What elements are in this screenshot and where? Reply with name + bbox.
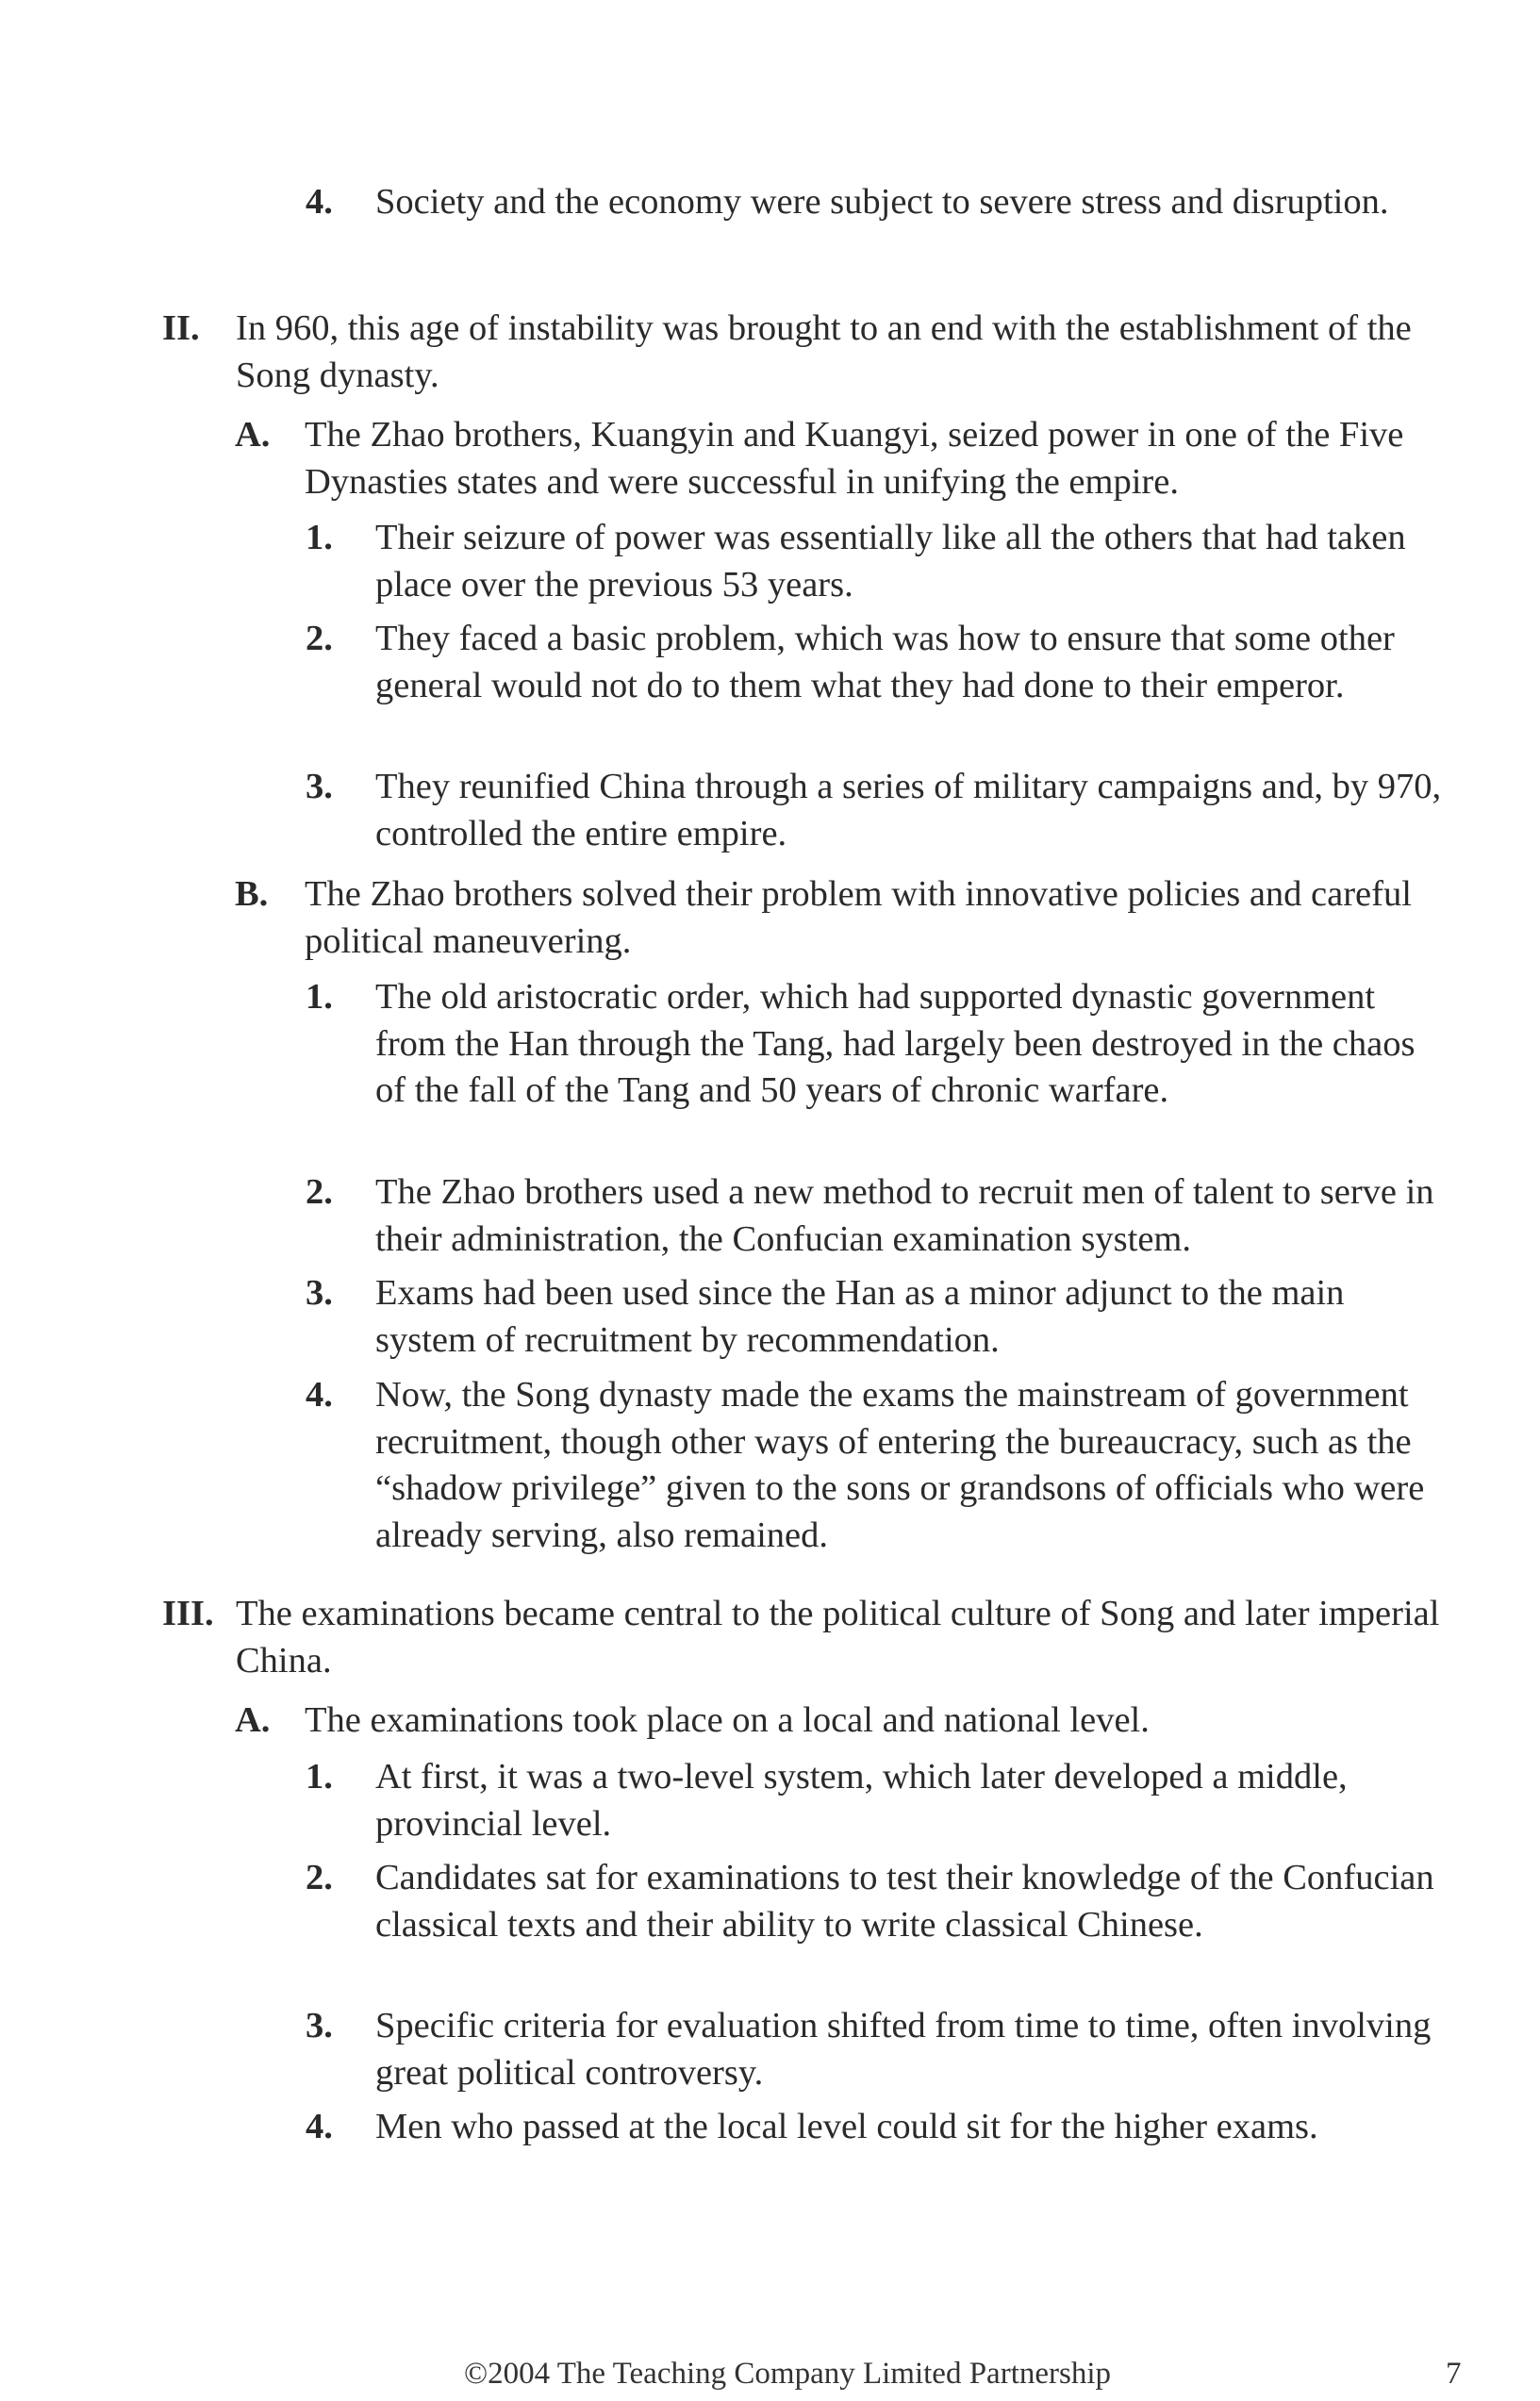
item-marker: 4. [306,182,333,222]
item-marker: 3. [306,2006,333,2045]
item-marker: 4. [306,1375,333,1415]
item-text: The Zhao brothers used a new method to recruit men of talent to serve in their administration, the Confucian examination system. [375,1172,1434,1259]
item-marker: 2. [306,1858,333,1897]
item-text: The old aristocratic order, which had supported dynastic government from the Han through the Tang, had largely been destroyed in the chaos of the fall of the Tang and 50 years of chronic warfare. [375,977,1416,1110]
outline-item [306,2003,1450,2096]
outline-item [306,1270,1450,1364]
outline-item [235,1697,1446,1745]
item-text: The Zhao brothers, Kuangyin and Kuangyi, seized power in one of the Five Dynasties states and were successful in unifying the empire. [305,415,1404,502]
outline-item [306,1754,1450,1847]
item-text: The Zhao brothers solved their problem with innovative policies and careful political maneuvering. [305,874,1412,961]
item-text: They reunified China through a series of military campaigns and, by 970, controlled the entire empire. [375,767,1442,853]
item-marker: A. [235,415,271,455]
item-text: Men who passed at the local level could sit for the higher exams. [375,2107,1318,2146]
item-text: At first, it was a two-level system, which later developed a middle, provincial level. [375,1757,1348,1844]
item-text: Candidates sat for examinations to test their knowledge of the Confucian classical texts and their ability to write classical Chinese. [375,1858,1434,1945]
item-text: Now, the Song dynasty made the exams the mainstream of government recruitment, though other ways of entering the bureaucracy, such as the “shadow privilege” given to the sons or grandsons of officials who were already serving, also remained. [375,1375,1425,1555]
item-marker: 1. [306,518,333,557]
item-marker: A. [235,1700,271,1740]
item-text: The examinations took place on a local and national level. [305,1700,1150,1740]
outline-item [306,179,1450,226]
item-marker: 3. [306,767,333,806]
item-marker: 4. [306,2107,333,2146]
item-text: Exams had been used since the Han as a minor adjunct to the main system of recruitment by recommendation. [375,1273,1345,1360]
item-text: They faced a basic problem, which was how to ensure that some other general would not do to them what they had done to their emperor. [375,619,1395,705]
outline-item [306,2104,1450,2151]
item-text: Their seizure of power was essentially like all the others that had taken place over the previous 53 years. [375,518,1406,604]
item-text: The examinations became central to the political culture of Song and later imperial China. [236,1594,1440,1681]
item-marker: 2. [306,1172,333,1212]
item-text: In 960, this age of instability was brought to an end with the establishment of the Song dynasty. [236,308,1412,395]
outline-item [306,764,1450,857]
outline-item [162,306,1443,399]
outline-item [306,515,1450,608]
item-marker: 1. [306,977,333,1017]
item-marker: II. [162,308,200,348]
outline-item [306,616,1450,709]
item-text: Specific criteria for evaluation shifted from time to time, often involving great political controversy. [375,2006,1432,2093]
item-marker: 1. [306,1757,333,1797]
item-marker: 2. [306,619,333,658]
outline-item [306,1855,1450,1948]
item-marker: III. [162,1594,214,1633]
outline-item [235,412,1446,505]
page-number: 7 [1446,2357,1462,2391]
item-marker: B. [235,874,269,914]
outline-item [306,974,1450,1115]
footer-copyright: ©2004 The Teaching Company Limited Partnership [464,2357,1112,2391]
outline-item [235,871,1446,965]
item-marker: 3. [306,1273,333,1313]
outline-item [162,1591,1443,1684]
item-text: Society and the economy were subject to severe stress and disruption. [375,182,1389,222]
outline-item [306,1169,1450,1263]
outline-item [306,1372,1450,1559]
